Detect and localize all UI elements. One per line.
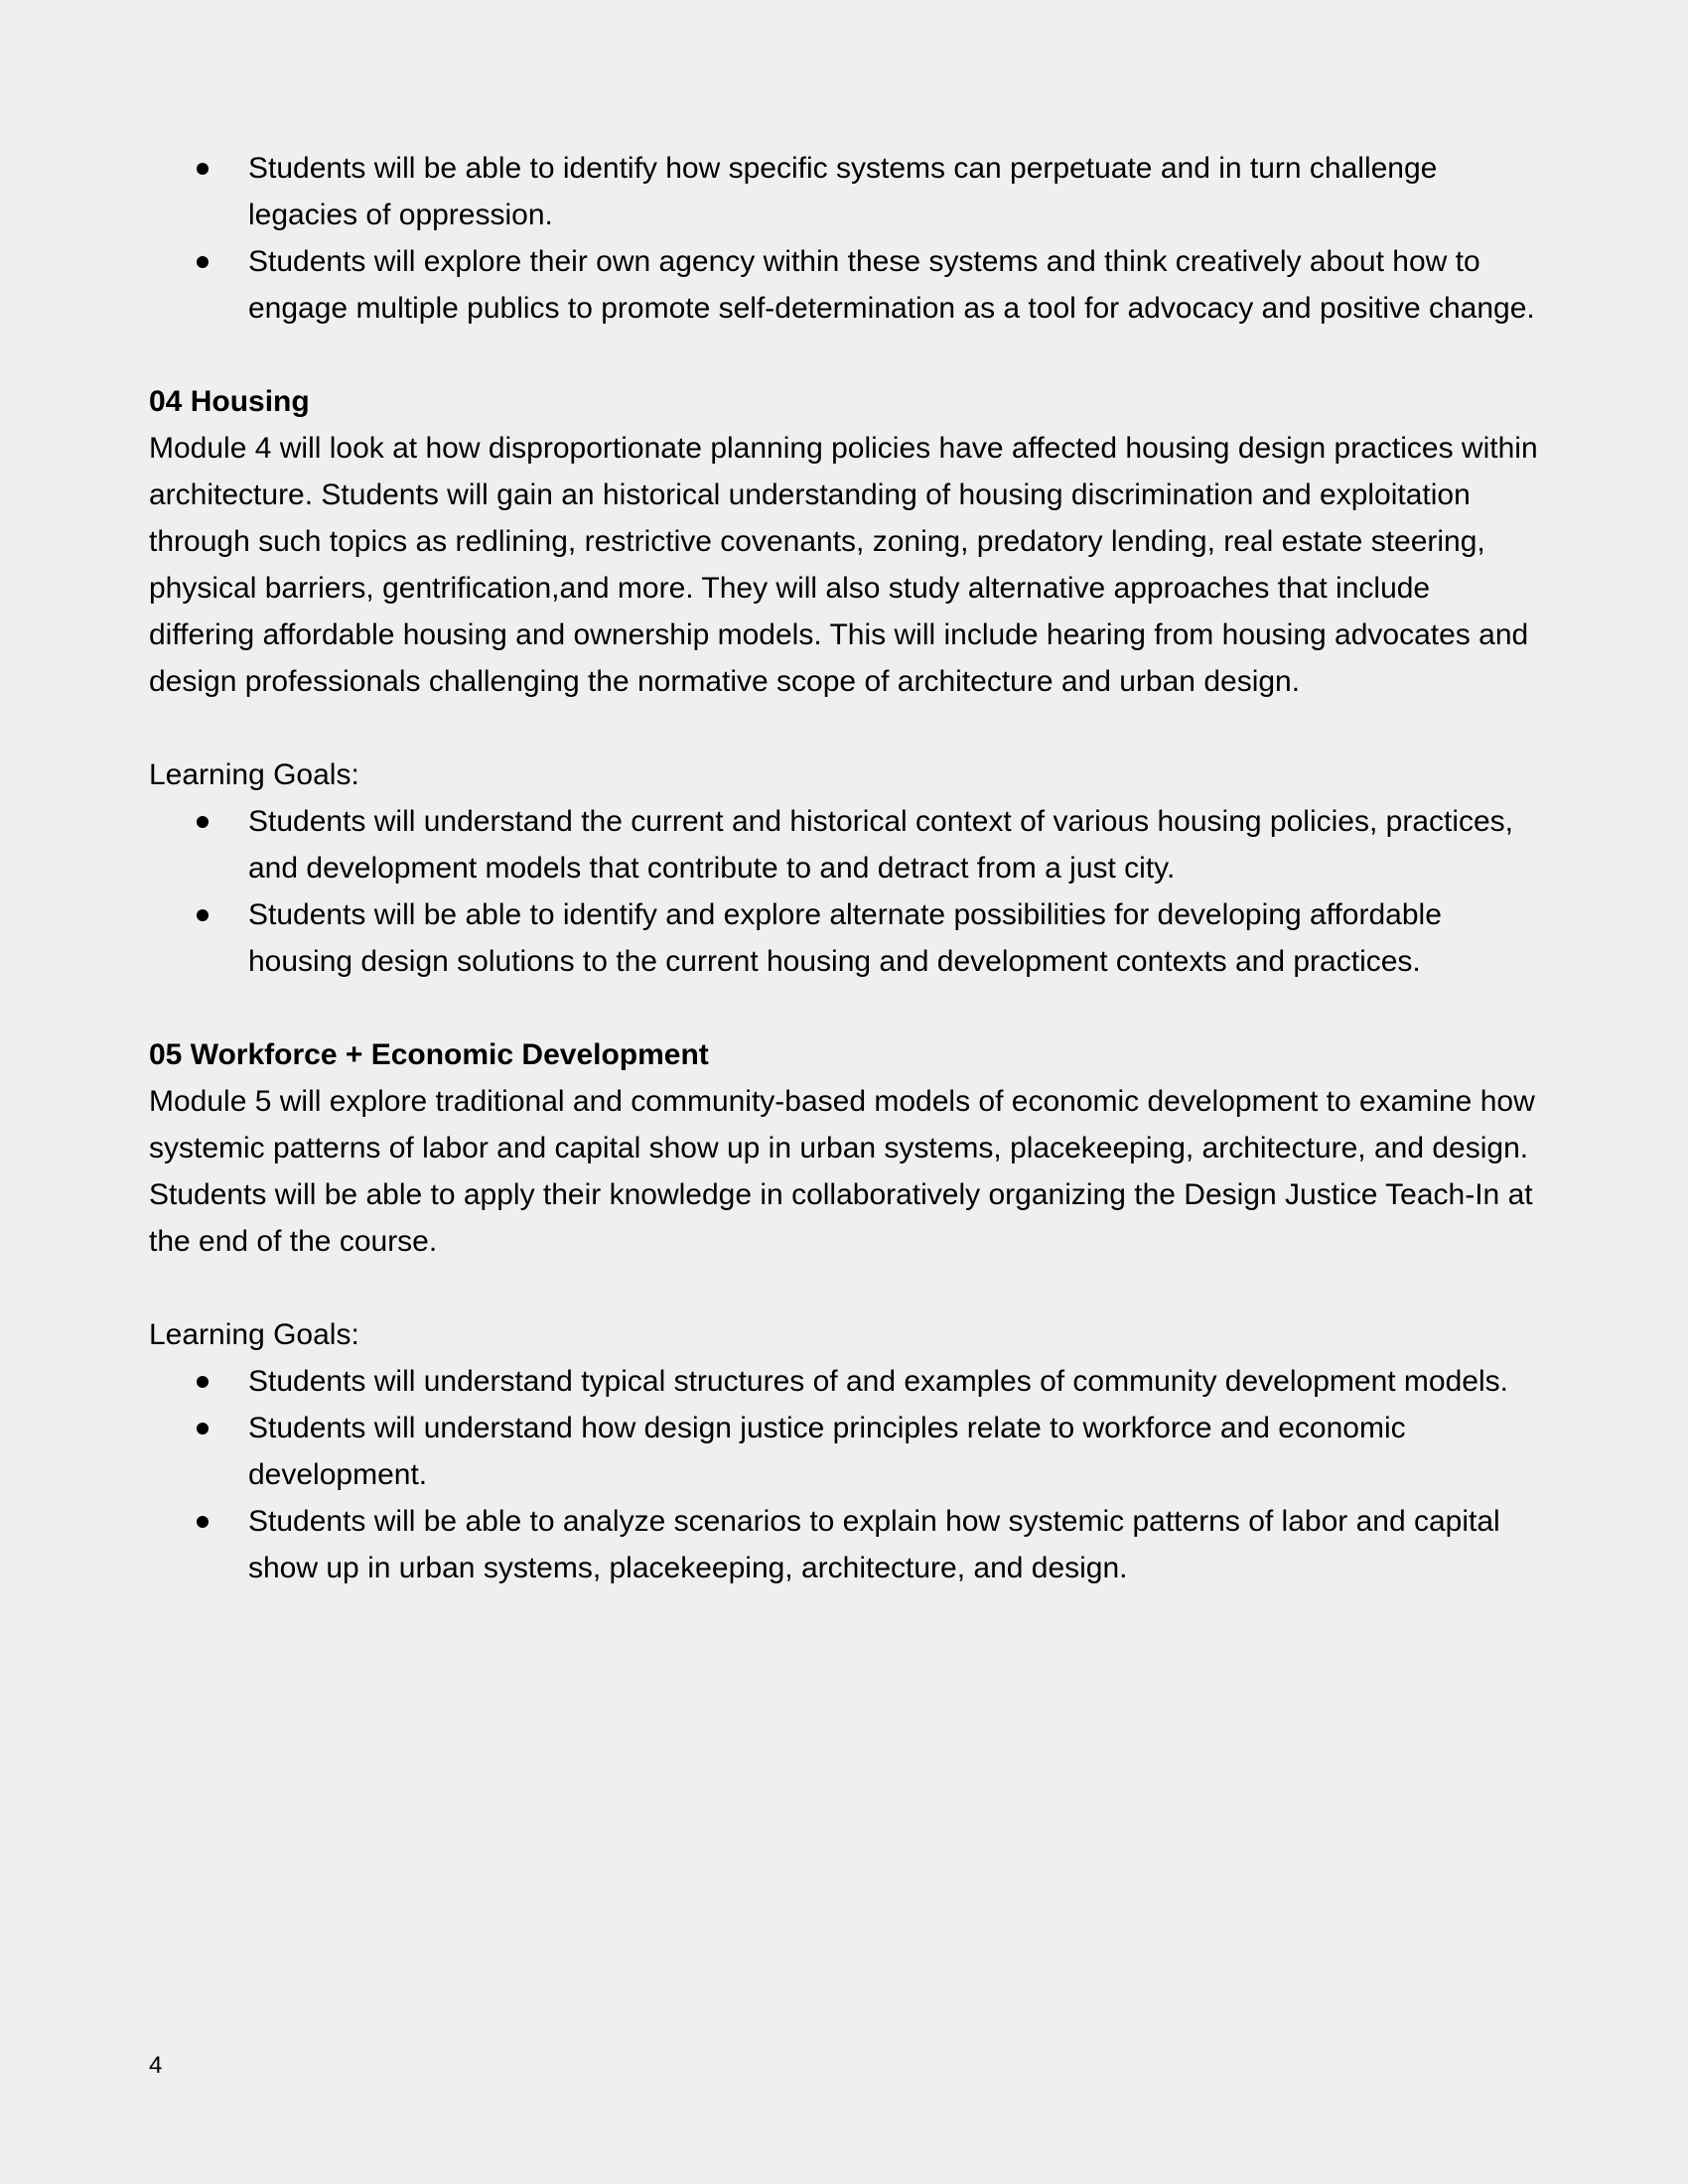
bullet-icon — [197, 163, 209, 175]
list-item-text: Students will be able to analyze scenarios to explain how systemic patterns of labor and capital show up in urban systems, placekeeping, architecture, and design. — [248, 1505, 1500, 1584]
section-description: Module 5 will explore traditional and community-based models of economic development to examine how systemic patterns of labor and capital show up in urban systems, placekeeping, architecture, and design. Students will be able to apply their knowledge in collaboratively organizing the Design Justice Teach-In at the end of the course. — [149, 1085, 1535, 1258]
list-item — [248, 798, 1539, 891]
section-heading: 05 Workforce + Economic Development — [149, 1038, 709, 1071]
list-item — [248, 1498, 1539, 1591]
spacer — [149, 1265, 1539, 1311]
section-description: Module 4 will look at how disproportionate planning policies have affected housing design practices within architecture. Students will gain an historical understanding of housing discrimination and exploitation through such topics as redlining, restrictive covenants, zoning, predatory lending, real estate steering, physical barriers, gentrification,and more. They will also study alternative approaches that include differing affordable housing and ownership models. This will include hearing from housing advocates and design professionals challenging the normative scope of architecture and urban design. — [149, 432, 1538, 698]
list-item — [248, 1405, 1539, 1498]
bullet-icon — [197, 1423, 209, 1434]
list-item-text: Students will be able to identify how specific systems can perpetuate and in turn challenge legacies of oppression. — [248, 152, 1438, 231]
bullet-icon — [197, 256, 209, 268]
bullet-icon — [197, 816, 209, 828]
learning-goals-list — [149, 1358, 1539, 1591]
spacer — [149, 985, 1539, 1031]
bullet-icon — [197, 909, 209, 921]
bullet-icon — [197, 1516, 209, 1528]
intro-goals-list — [149, 145, 1539, 332]
learning-goals-list — [149, 798, 1539, 985]
learning-goals-label: Learning Goals: — [149, 1318, 359, 1351]
spacer — [149, 332, 1539, 378]
page-content — [149, 145, 1539, 1591]
workforce-section — [149, 1031, 1539, 1591]
list-item-text: Students will be able to identify and explore alternate possibilities for developing affordable housing design solutions to the current housing and development contexts and practices. — [248, 898, 1442, 978]
learning-goals-label: Learning Goals: — [149, 758, 359, 791]
list-item — [248, 238, 1539, 332]
section-heading: 04 Housing — [149, 385, 310, 418]
list-item-text: Students will understand typical structures of and examples of community development models. — [248, 1365, 1508, 1398]
list-item-text: Students will understand how design justice principles relate to workforce and economic development. — [248, 1412, 1406, 1491]
list-item — [248, 145, 1539, 238]
list-item-text: Students will explore their own agency within these systems and think creatively about how to engage multiple publics to promote self-determination as a tool for advocacy and positive change. — [248, 245, 1535, 325]
page-number: 4 — [149, 2052, 163, 2079]
spacer — [149, 705, 1539, 751]
list-item-text: Students will understand the current and historical context of various housing policies, practices, and development models that contribute to and detract from a just city. — [248, 805, 1514, 885]
list-item — [248, 891, 1539, 985]
housing-section — [149, 378, 1539, 985]
list-item — [248, 1358, 1539, 1405]
bullet-icon — [197, 1376, 209, 1388]
